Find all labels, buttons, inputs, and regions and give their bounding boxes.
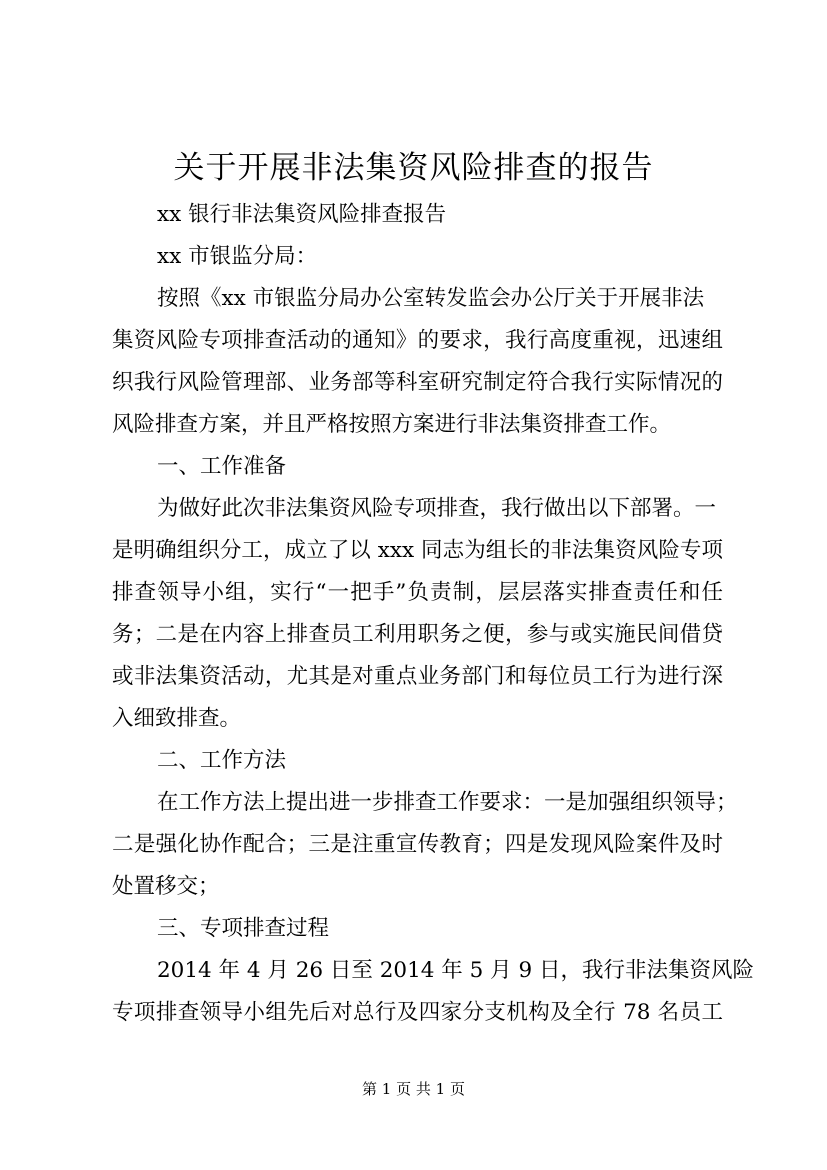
paragraph-line: 排查领导小组，实行“一把手”负责制，层层落实排查责任和任 <box>112 580 723 605</box>
page-number-footer: 第 1 页 共 1 页 <box>362 1080 465 1098</box>
bank-report-subtitle: xx 银行非法集资风险排查报告 <box>157 202 447 227</box>
paragraph-line: 按照《xx 市银监分局办公室转发监会办公厅关于开展非法 <box>157 286 705 311</box>
paragraph-line: 集资风险专项排查活动的通知》的要求，我行高度重视，迅速组 <box>112 328 723 353</box>
paragraph-line: 在工作方法上提出进一步排查工作要求：一是加强组织领导； <box>157 790 738 815</box>
paragraph-line: 为做好此次非法集资风险专项排查，我行做出以下部署。一 <box>157 496 717 521</box>
section-heading-methods: 二、工作方法 <box>157 748 287 773</box>
section-heading-process: 三、专项排查过程 <box>157 916 330 941</box>
paragraph-line: 二是强化协作配合；三是注重宣传教育；四是发现风险案件及时 <box>112 832 723 857</box>
paragraph-line: 2014 年 4 月 26 日至 2014 年 5 月 9 日，我行非法集资风险 <box>157 958 755 983</box>
paragraph-line: 是明确组织分工，成立了以 xxx 同志为组长的非法集资风险专项 <box>112 538 723 563</box>
paragraph-line: 或非法集资活动，尤其是对重点业务部门和每位员工行为进行深 <box>112 664 723 689</box>
document-title: 关于开展非法集资风险排查的报告 <box>173 150 654 186</box>
paragraph-line: 风险排查方案，并且严格按照方案进行非法集资排查工作。 <box>112 412 672 437</box>
addressee-line: xx 市银监分局： <box>157 244 318 269</box>
paragraph-line: 专项排查领导小组先后对总行及四家分支机构及全行 78 名员工 <box>112 1000 723 1025</box>
paragraph-line: 处置移交； <box>112 874 220 899</box>
paragraph-line: 入细致排查。 <box>112 706 242 731</box>
paragraph-line: 织我行风险管理部、业务部等科室研究制定符合我行实际情况的 <box>112 370 723 395</box>
paragraph-line: 务；二是在内容上排查员工利用职务之便，参与或实施民间借贷 <box>112 622 723 647</box>
section-heading-preparation: 一、工作准备 <box>157 454 287 479</box>
